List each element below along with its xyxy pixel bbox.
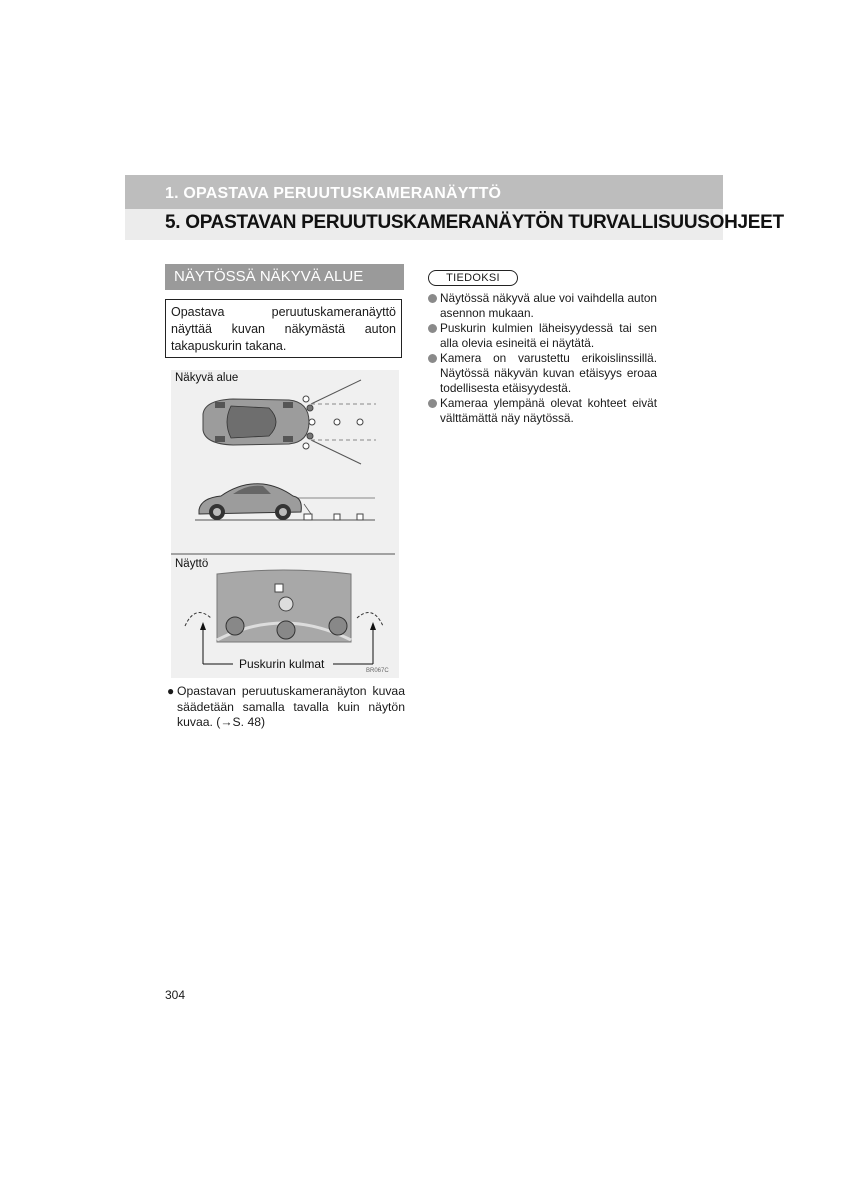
page-number: 304 [165, 988, 186, 1002]
figure-illustration [171, 370, 399, 678]
note-bullet [428, 399, 437, 408]
adjust-note-text: Opastavan peruutuskameranäyton kuvaa säädetään samalla tavalla kuin näytön kuvaa. (→S. 48) [177, 684, 405, 729]
label-bumper-corners: Puskurin kulmat [239, 657, 325, 671]
corner-arc-right [357, 613, 383, 626]
note-item [428, 321, 657, 351]
screen-view [217, 570, 351, 642]
chapter-header [125, 175, 784, 240]
note-badge: TIEDOKSI [428, 270, 518, 286]
note-text: Kameraa ylempänä olevat kohteet eivät välttämättä näy näytössä. [440, 396, 657, 425]
camera-view-figure [171, 370, 399, 678]
note-text: Puskurin kulmien läheisyydessä tai sen alla olevia esineitä ei näytätä. [440, 321, 657, 350]
car-side-view [195, 484, 375, 520]
note-item [428, 291, 657, 321]
figure-code: BR067C [366, 668, 389, 674]
note-bullet [428, 294, 437, 303]
note-item [428, 396, 657, 426]
section-bar [125, 175, 723, 209]
section-label: 1. OPASTAVA PERUUTUSKAMERANÄYTTÖ [165, 185, 502, 202]
car-top-view [203, 399, 309, 445]
view-line-top [311, 380, 361, 404]
intro-box: Opastava peruutuskameranäyttö näyttää kuvan näkymästä auton takapuskurin takana. [165, 299, 402, 358]
subheading-bar [165, 264, 404, 290]
adjust-note [165, 684, 405, 731]
note-text: Kamera on varustettu erikoislinssillä. Näytössä näkyvän kuvan etäisyys eroaa todellisesta etäisyydestä. [440, 351, 657, 395]
note-bullet [428, 354, 437, 363]
note-text: Näytössä näkyvä alue voi vaihdella auton asennon mukaan. [440, 291, 657, 320]
label-screen: Näyttö [175, 558, 209, 570]
note-item [428, 351, 657, 396]
label-visible-area: Näkyvä alue [175, 372, 239, 384]
notes-list [428, 291, 657, 426]
view-line-bottom [311, 440, 361, 464]
chapter-title: 5. OPASTAVAN PERUUTUSKAMERANÄYTÖN TURVALLISUUSOHJEET [165, 212, 784, 233]
note-bullet [428, 324, 437, 333]
subheading: NÄYTÖSSÄ NÄKYVÄ ALUE [174, 268, 364, 285]
corner-arc-left [185, 613, 211, 626]
bullet-dot: ● [167, 684, 175, 698]
